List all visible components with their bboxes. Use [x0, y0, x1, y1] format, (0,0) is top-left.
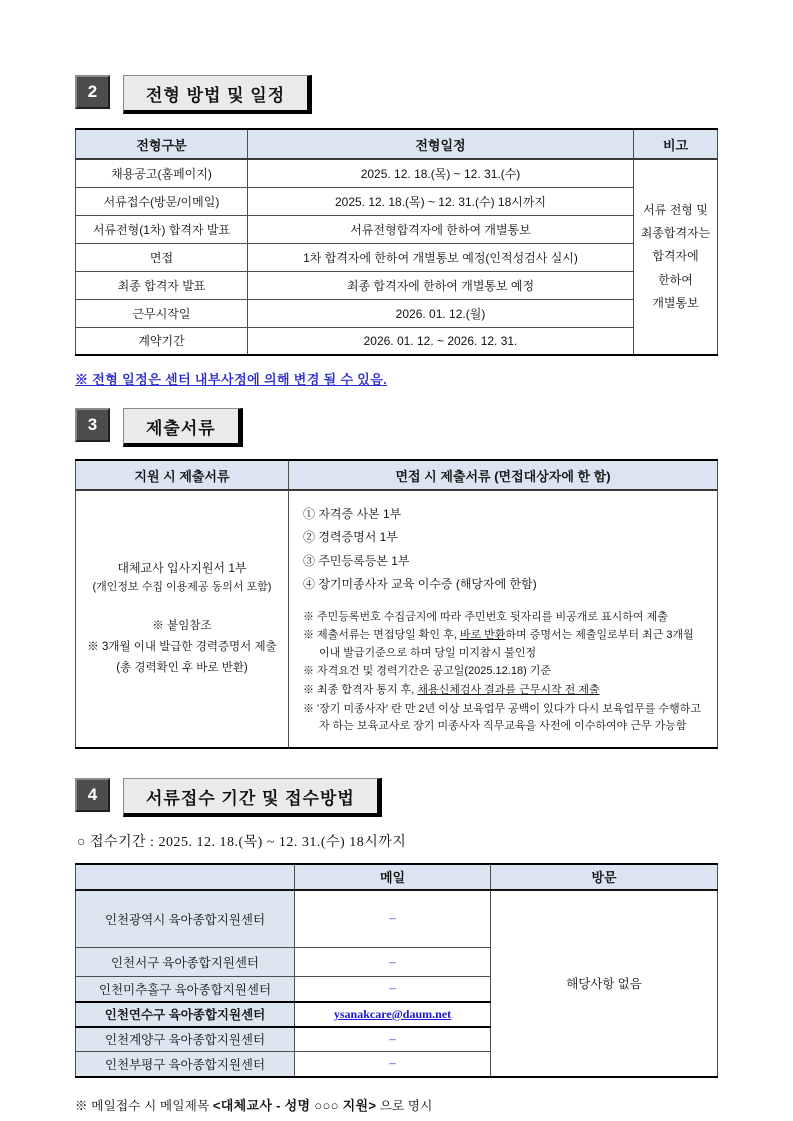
center-name: 인천광역시 육아종합지원센터	[76, 890, 295, 948]
section-3-title: 제출서류	[123, 408, 243, 447]
col-header-schedule: 전형일정	[248, 129, 634, 159]
list-item: ④ 장기미종사자 교육 이수증 (해당자에 한함)	[303, 577, 537, 592]
interview-doc-notes	[303, 609, 707, 736]
reception-table	[75, 863, 718, 1078]
table-row	[76, 243, 718, 271]
documents-table	[75, 459, 718, 749]
mail-value: –	[295, 948, 491, 977]
doc-note: ※ 제출서류는 면접당일 확인 후, 바로 반환하며 증명서는 제출일로부터 최근 3개월 이내 발급기준으로 하며 당일 미지참시 불인정	[303, 629, 694, 659]
mail-value: –	[295, 977, 491, 1002]
mail-value: –	[295, 1052, 491, 1077]
email-link[interactable]: ysanakcare@daum.net	[333, 1006, 452, 1021]
list-item: ② 경력증명서 1부	[303, 530, 398, 545]
center-name: 인천연수구 육아종합지원센터	[76, 1002, 295, 1027]
mail-subject-format: <대체교사 - 성명 ○○○ 지원>	[212, 1097, 377, 1113]
col-header-remark: 비고	[634, 129, 718, 159]
row-value: 서류전형합격자에 한하여 개별통보	[248, 215, 634, 243]
doc-note: ※ 주민등록번호 수집금지에 따라 주민번호 뒷자리를 비공개로 표시하여 제출	[303, 610, 668, 623]
row-label: 서류전형(1차) 합격자 발표	[76, 215, 248, 243]
table-row	[76, 187, 718, 215]
row-value: 최종 합격자에 한하여 개별통보 예정	[248, 271, 634, 299]
apply-doc-subline: (개인정보 수집 이용제공 동의서 포함)	[92, 581, 272, 594]
mail-cell	[295, 1002, 491, 1027]
section-4-title: 서류접수 기간 및 접수방법	[123, 778, 382, 817]
reception-header-row	[76, 864, 718, 890]
reception-period-line: ○ 접수기간 : 2025. 12. 18.(목) ~ 12. 31.(수) 18시까지	[77, 834, 407, 850]
row-value: 2025. 12. 18.(목) ~ 12. 31.(수) 18시까지	[248, 187, 634, 215]
row-label: 서류접수(방문/이메일)	[76, 187, 248, 215]
section-3-number-badge: 3	[75, 408, 110, 442]
row-label: 면접	[76, 243, 248, 271]
mail-subject-note: ※ 메일접수 시 메일제목 <대체교사 - 성명 ○○○ 지원> 으로 명시	[75, 1097, 433, 1113]
schedule-table	[75, 128, 718, 356]
list-item: ③ 주민등록등본 1부	[303, 553, 410, 568]
doc-note: ※ 최종 합격자 통지 후, 채용신체검사 결과를 근무시작 전 제출	[303, 683, 600, 696]
documents-body-row	[76, 490, 718, 748]
documents-header-row	[76, 460, 718, 490]
row-value: 2026. 01. 12. ~ 2026. 12. 31.	[248, 327, 634, 355]
section-4-number-badge: 4	[75, 778, 110, 812]
doc-note: ※ 자격요건 및 경력기간은 공고일(2025.12.18) 기준	[303, 665, 552, 678]
apply-doc-line: 대체교사 입사지원서 1부	[117, 561, 247, 576]
visit-merged-cell: 해당사항 없음	[491, 890, 718, 1077]
section-3-header	[75, 408, 717, 447]
table-row	[76, 299, 718, 327]
center-name: 인천부평구 육아종합지원센터	[76, 1052, 295, 1077]
table-row	[76, 327, 718, 355]
list-item: ① 자격증 사본 1부	[303, 507, 402, 521]
col-header-apply-docs: 지원 시 제출서류	[76, 460, 289, 490]
table-row	[76, 890, 718, 948]
col-header-mail: 메일	[295, 864, 491, 890]
section-2-title: 전형 방법 및 일정	[123, 75, 312, 114]
doc-note: ※ '장기 미종사자' 란 만 2년 이상 보육업무 공백이 있다가 다시 보육업무를 수행하고자 하는 보육교사로 장기 미종사자 직무교육을 사전에 이수하여야 근무 가능함	[303, 702, 702, 733]
table-row	[76, 271, 718, 299]
mail-value: –	[295, 890, 491, 948]
apply-doc-notes: ※ 붙임참조 ※ 3개월 이내 발급한 경력증명서 제출 (총 경력확인 후 바로 반환)	[87, 620, 277, 674]
col-header-category: 전형구분	[76, 129, 248, 159]
row-label: 채용공고(홈페이지)	[76, 159, 248, 187]
section-4-header	[75, 778, 717, 817]
interview-docs-cell	[289, 490, 718, 748]
section-2-number-badge: 2	[75, 75, 110, 109]
schedule-change-note: ※ 전형 일정은 센터 내부사정에 의해 변경 될 수 있음.	[75, 372, 388, 387]
col-header-visit: 방문	[491, 864, 718, 890]
mail-value: –	[295, 1027, 491, 1052]
row-label: 계약기간	[76, 327, 248, 355]
remark-merged-cell: 서류 전형 및 최종합격자는 합격자에 한하여 개별통보	[634, 159, 718, 355]
col-header-interview-docs: 면접 시 제출서류 (면접대상자에 한 함)	[289, 460, 718, 490]
row-label: 최종 합격자 발표	[76, 271, 248, 299]
apply-docs-cell	[76, 490, 289, 748]
table-row	[76, 215, 718, 243]
row-value: 2026. 01. 12.(월)	[248, 299, 634, 327]
section-2-header	[75, 75, 717, 114]
center-name: 인천미추홀구 육아종합지원센터	[76, 977, 295, 1002]
col-header-center	[76, 864, 295, 890]
table-row	[76, 159, 718, 187]
schedule-header-row	[76, 129, 718, 159]
row-value: 2025. 12. 18.(목) ~ 12. 31.(수)	[248, 159, 634, 187]
row-value: 1차 합격자에 한하여 개별통보 예정(인적성검사 실시)	[248, 243, 634, 271]
center-name: 인천서구 육아종합지원센터	[76, 948, 295, 977]
center-name: 인천계양구 육아종합지원센터	[76, 1027, 295, 1052]
row-label: 근무시작일	[76, 299, 248, 327]
